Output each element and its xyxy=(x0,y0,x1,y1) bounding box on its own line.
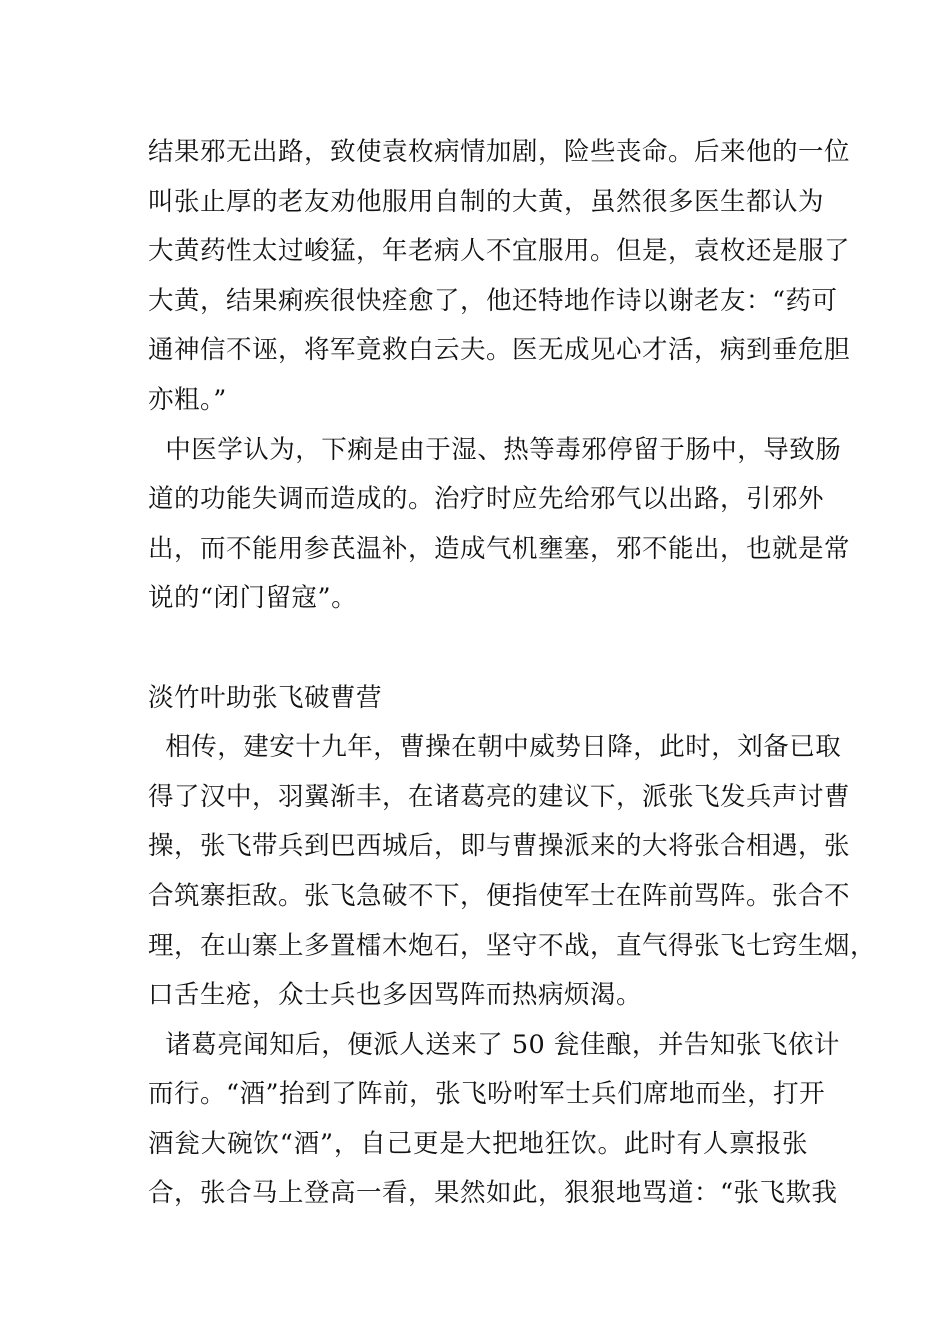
text-line: 说的“闭门留寇”。 xyxy=(148,583,358,614)
paragraph xyxy=(148,426,851,624)
text-line: 大黄药性太过峻猛，年老病人不宜服用。但是，袁枚还是服了 xyxy=(148,236,851,267)
text-line: 出，而不能用参芪温补，造成气机壅塞，邪不能出，也就是常 xyxy=(148,533,851,564)
section-title: 淡竹叶助张飞破曹营 xyxy=(148,682,383,713)
text-line: 叫张止厚的老友劝他服用自制的大黄，虽然很多医生都认为 xyxy=(148,186,825,217)
text-line: 大黄，结果痢疾很快痊愈了，他还特地作诗以谢老友：“药可 xyxy=(148,285,838,316)
text-line: 亦粗。” xyxy=(148,384,227,415)
text-line: 通神信不诬，将军竟救白云夫。医无成见心才活，病到垂危胆 xyxy=(148,335,851,366)
text-line: 而行。“酒”抬到了阵前，张飞吩咐军士兵们席地而坐，打开 xyxy=(148,1079,826,1110)
text-line: 酒瓮大碗饮“酒”，自己更是大把地狂饮。此时有人禀报张 xyxy=(148,1128,808,1159)
paragraph xyxy=(148,128,851,426)
text-line: 合筑寨拒敌。张飞急破不下，便指使军士在阵前骂阵。张合不 xyxy=(148,880,851,911)
text-line: 得了汉中，羽翼渐丰，在诸葛亮的建议下，派张飞发兵声讨曹 xyxy=(148,781,851,812)
text-line: 中医学认为，下痢是由于湿、热等毒邪停留于肠中，导致肠 xyxy=(148,434,842,465)
text-line: 操，张飞带兵到巴西城后，即与曹操派来的大将张合相遇，张 xyxy=(148,831,851,862)
paragraph xyxy=(148,723,877,1021)
text-line: 口舌生疮，众士兵也多因骂阵而热病烦渴。 xyxy=(148,980,643,1011)
paragraph xyxy=(148,1021,840,1219)
text-line: 合，张合马上登高一看，果然如此，狠狠地骂道：“张飞欺我 xyxy=(148,1178,838,1209)
text-line: 诸葛亮闻知后，便派人送来了 50 瓮佳酿，并告知张飞依计 xyxy=(148,1029,840,1060)
text-line: 道的功能失调而造成的。治疗时应先给邪气以出路，引邪外 xyxy=(148,484,825,515)
text-line: 理，在山寨上多置檑木炮石，坚守不战，直气得张飞七窍生烟， xyxy=(148,930,877,961)
text-line: 相传，建安十九年，曹操在朝中威势日降，此时，刘备已取 xyxy=(148,732,842,763)
document-page xyxy=(148,128,877,1219)
text-line: 结果邪无出路，致使袁枚病情加剧，险些丧命。后来他的一位 xyxy=(148,137,851,167)
blank-line xyxy=(148,624,808,674)
